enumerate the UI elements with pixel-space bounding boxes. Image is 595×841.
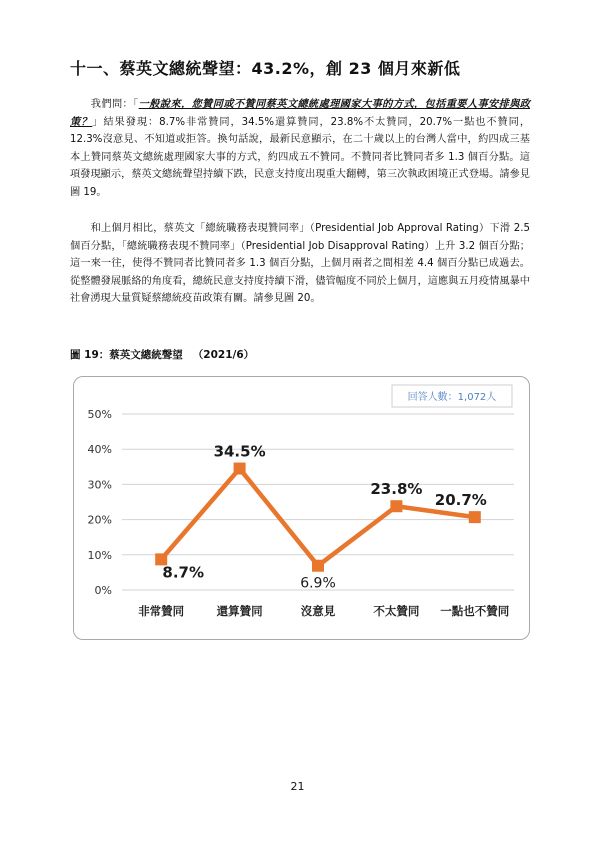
data-label: 6.9% (300, 575, 336, 592)
y-tick-label: 50% (87, 408, 112, 421)
paragraph-2 (70, 220, 530, 308)
paragraph-1-body: 」結果發現：8.7%非常贊同，34.5%還算贊同，23.8%不太贊同，20.7%一點也不贊同，12.3%沒意見、不知道或拒答。換句話說，最新民意顯示，在二十歲以上的台灣人當中，約四成三基本上贊同蔡英文總統處理國家大事的方式，約四成五不贊同。不贊同者比贊同者多 1.3 個百分點。這項發現顯示，蔡英文總統聲望持續下跌，民意支持度出現重大翻轉，第三次執政困境正式登場。請參見圖 19。 (70, 116, 531, 198)
survey-question: 一般說來，您贊同或不贊同蔡英文總統處理國家大事的方式，包括重要人事安排與政策？ (70, 99, 530, 128)
figure-caption-title: 圖 19：蔡英文總統聲望 (70, 349, 183, 361)
x-category-label: 沒意見 (300, 604, 336, 618)
x-category-label: 不太贊同 (373, 604, 420, 618)
x-category-label: 一點也不贊同 (440, 604, 510, 618)
data-point (312, 560, 324, 572)
approval-line-chart (74, 377, 531, 641)
respondents-note: 回答人數：1,072人 (407, 392, 497, 403)
y-tick-label: 10% (87, 548, 112, 562)
x-category-label: 非常贊同 (138, 604, 185, 618)
chart-frame (73, 376, 530, 640)
data-label: 23.8% (370, 480, 423, 499)
data-label: 8.7% (162, 563, 205, 582)
series-line (161, 469, 475, 566)
data-point (469, 511, 481, 523)
paragraph-1 (70, 96, 530, 201)
data-point (234, 463, 246, 475)
paragraph-2-body: 和上個月相比，蔡英文「總統職務表現贊同率」（Presidential Job Approval Rating）下滑 2.5 個百分點，「總統職務表現不贊同率」（Presidential Job Disapproval Rating）上升 3.2 個百分點；這一來一往，使得不贊同者比贊同者多 1.3 個百分點，上個月兩者之間相差 4.4 個百分點已成過去。從整體發展脈絡的角度看，總統民意支持度持續下滑，儘管幅度不同於上個月，這應與五月疫情風暴中社會湧現大量質疑蔡總統疫苗政策有關。請參見圖 20。 (70, 223, 530, 304)
x-category-label: 還算贊同 (216, 604, 263, 618)
figure-caption (70, 347, 254, 362)
data-point (390, 500, 402, 512)
data-label: 20.7% (434, 491, 487, 510)
section-heading: 十一、蔡英文總統聲望：43.2%，創 23 個月來新低 (70, 59, 461, 78)
figure-caption-date: （2021/6） (192, 349, 255, 361)
page-number: 21 (290, 780, 305, 793)
y-tick-label: 0% (94, 584, 112, 597)
y-tick-label: 20% (87, 513, 112, 527)
y-tick-label: 30% (87, 478, 112, 492)
y-tick-label: 40% (87, 443, 112, 457)
data-label: 34.5% (213, 442, 266, 461)
paragraph-1-lead: 我們問：「 (90, 99, 139, 110)
